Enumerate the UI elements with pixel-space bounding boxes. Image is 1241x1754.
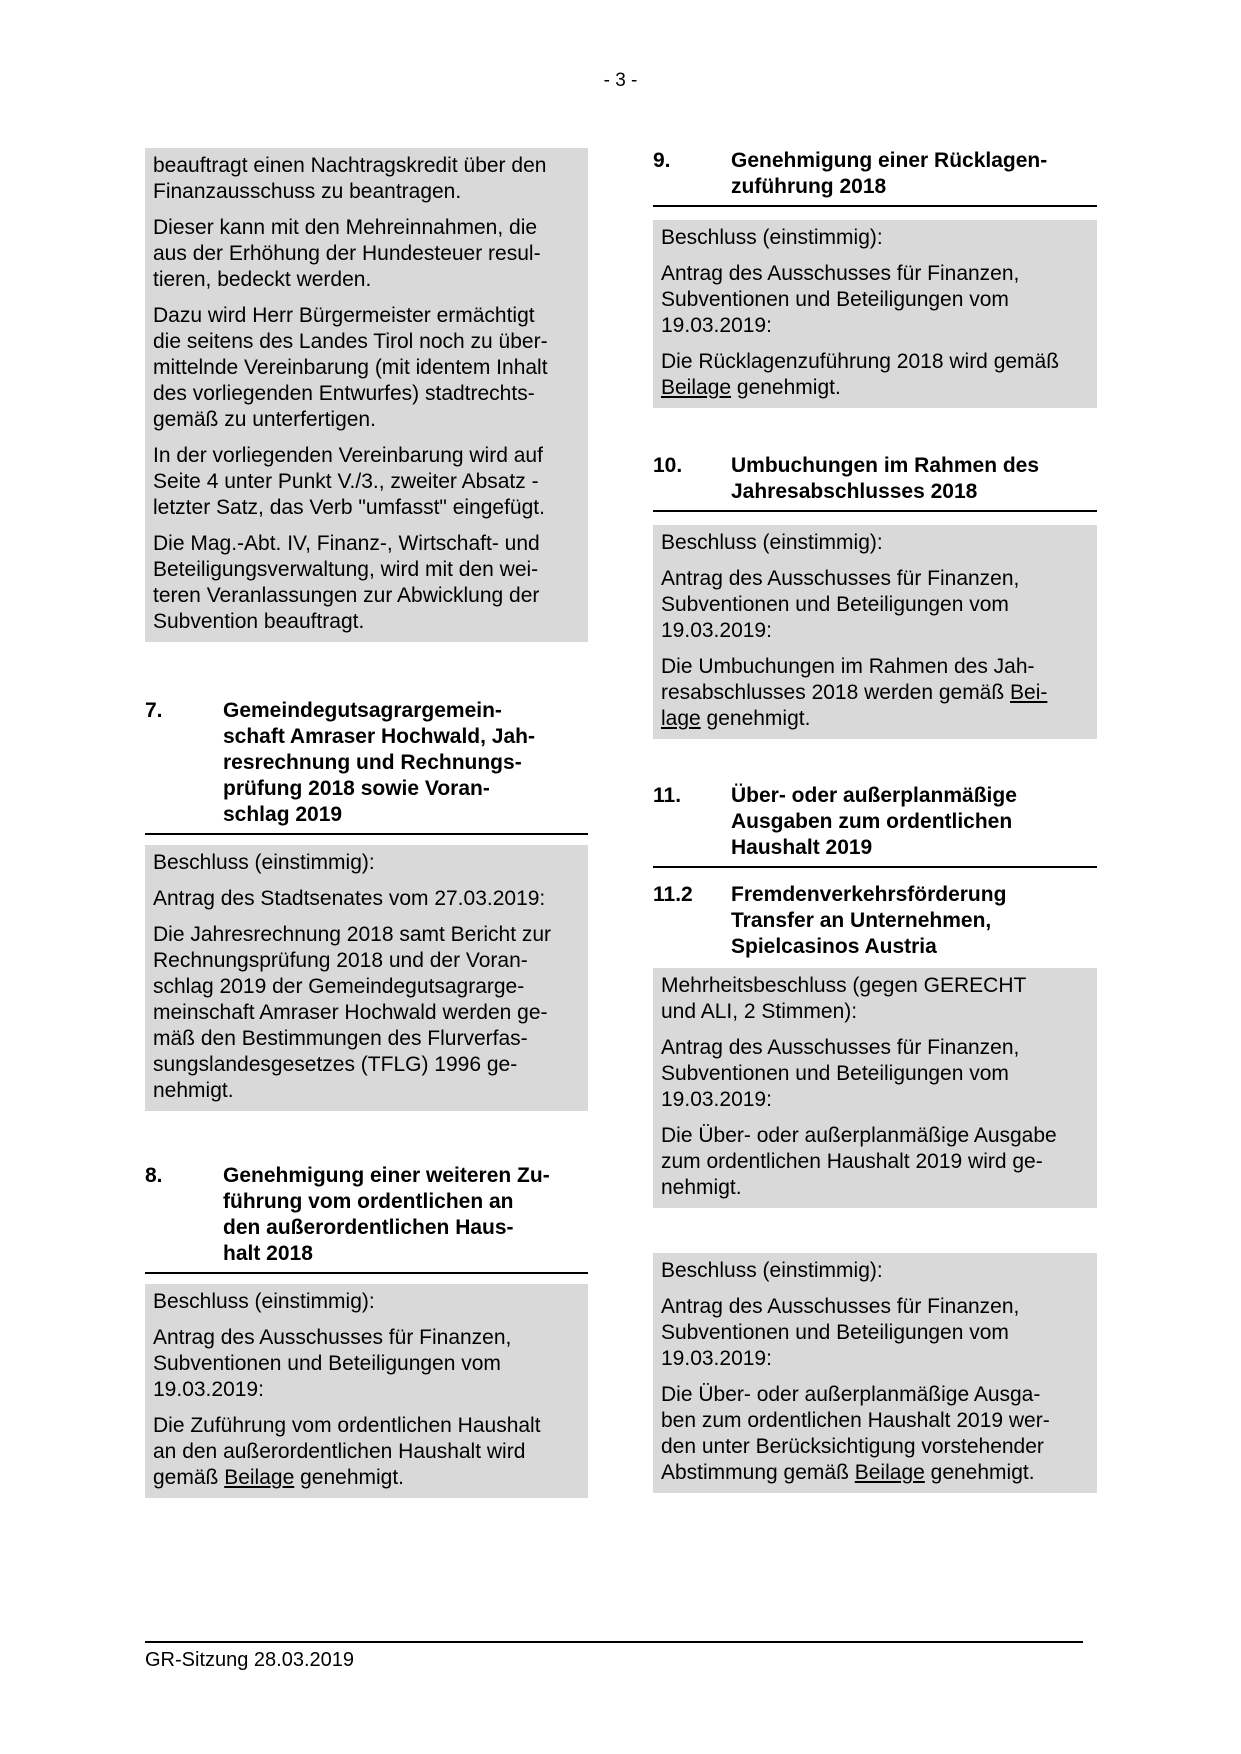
body-paragraph: Antrag des Ausschusses für Finanzen, Subventionen und Beteiligungen vom 19.03.2019:	[661, 1295, 1020, 1370]
body-paragraph: Die Umbuchungen im Rahmen des Jah- resabschlusses 2018 werden gemäß Bei- lage genehmigt.	[661, 655, 1048, 730]
column-left	[145, 148, 588, 1498]
section10-resolution-block	[653, 525, 1097, 739]
footer-text: GR-Sitzung 28.03.2019	[145, 1649, 355, 1671]
page-footer	[145, 1641, 1083, 1672]
body-paragraph: Beschluss (einstimmig):	[661, 226, 883, 249]
heading-number: 11.	[653, 784, 682, 807]
body-paragraph: Beschluss (einstimmig):	[153, 1290, 375, 1313]
section8-resolution-block	[145, 1284, 588, 1498]
section-heading-7	[145, 698, 588, 835]
body-paragraph: Mehrheitsbeschluss (gegen GERECHT und ALI, 2 Stimmen):	[661, 974, 1027, 1023]
heading-title: Genehmigung einer Rücklagen- zuführung 2018	[731, 149, 1048, 198]
column-right	[653, 148, 1097, 1493]
body-paragraph: Antrag des Ausschusses für Finanzen, Subventionen und Beteiligungen vom 19.03.2019:	[153, 1326, 512, 1401]
section11-2-unanimous-resolution-block	[653, 1253, 1097, 1493]
heading-number: 10.	[653, 454, 683, 477]
section11-2-majority-resolution-block	[653, 968, 1097, 1208]
body-paragraph: Die Jahresrechnung 2018 samt Bericht zur Rechnungsprüfung 2018 und der Voran- schlag 2019 der Gemeindegutsagrarge- meinschaft Amraser Hochwald werden ge- mäß den Bestimmungen des Flurverfas- sungslandesgesetzes (TFLG) 1996 ge- nehmigt.	[153, 923, 552, 1102]
section-heading-8	[145, 1163, 588, 1274]
body-paragraph: Antrag des Ausschusses für Finanzen, Subventionen und Beteiligungen vom 19.03.2019:	[661, 1036, 1020, 1111]
section9-resolution-block	[653, 220, 1097, 408]
heading-title: Über- oder außerplanmäßige Ausgaben zum ordentlichen Haushalt 2019	[731, 784, 1017, 859]
body-paragraph: Dieser kann mit den Mehreinnahmen, die aus der Erhöhung der Hundesteuer resul- tieren, bedeckt werden.	[153, 216, 541, 291]
page-number: - 3 -	[603, 70, 638, 91]
body-paragraph: Die Mag.-Abt. IV, Finanz-, Wirtschaft- und Beteiligungsverwaltung, wird mit den wei- teren Veranlassungen zur Abwicklung der Subvention beauftragt.	[153, 532, 540, 633]
heading-number: 9.	[653, 149, 671, 172]
heading-title: Genehmigung einer weiteren Zu- führung vom ordentlichen an den außerordentlichen Haus- halt 2018	[223, 1164, 550, 1265]
body-paragraph: Antrag des Ausschusses für Finanzen, Subventionen und Beteiligungen vom 19.03.2019:	[661, 567, 1020, 642]
body-paragraph: Beschluss (einstimmig):	[153, 851, 375, 874]
heading-title: Gemeindegutsagrargemein- schaft Amraser Hochwald, Jah- resrechnung und Rechnungs- prüfung 2018 sowie Voran- schlag 2019	[223, 699, 535, 826]
body-paragraph: Beschluss (einstimmig):	[661, 531, 883, 554]
body-paragraph: Antrag des Stadtsenates vom 27.03.2019:	[153, 887, 546, 910]
heading-title: Umbuchungen im Rahmen des Jahresabschlusses 2018	[731, 454, 1040, 503]
heading-number: 11.2	[653, 883, 693, 906]
carryover-resolution-block	[145, 148, 588, 642]
heading-number: 7.	[145, 699, 163, 722]
section-heading-10	[653, 453, 1097, 512]
heading-title: Fremdenverkehrsförderung Transfer an Unternehmen, Spielcasinos Austria	[731, 883, 1007, 958]
body-paragraph: beauftragt einen Nachtragskredit über den Finanzausschuss zu beantragen.	[153, 154, 547, 203]
section-heading-11-2	[653, 882, 1097, 960]
section-heading-9	[653, 148, 1097, 207]
body-paragraph: Die Über- oder außerplanmäßige Ausgabe zum ordentlichen Haushalt 2019 wird ge- nehmigt.	[661, 1124, 1057, 1199]
body-paragraph: Antrag des Ausschusses für Finanzen, Subventionen und Beteiligungen vom 19.03.2019:	[661, 262, 1020, 337]
section7-resolution-block	[145, 845, 588, 1111]
body-paragraph: Die Rücklagenzuführung 2018 wird gemäß Beilage genehmigt.	[661, 350, 1060, 399]
body-paragraph: Die Zuführung vom ordentlichen Haushalt an den außerordentlichen Haushalt wird gemäß Beilage genehmigt.	[153, 1414, 541, 1489]
body-paragraph: Die Über- oder außerplanmäßige Ausga- ben zum ordentlichen Haushalt 2019 wer- den unter Berücksichtigung vorstehender Abstimmung gemäß Beilage genehmigt.	[661, 1383, 1050, 1484]
section-heading-11	[653, 783, 1097, 868]
body-paragraph: Dazu wird Herr Bürgermeister ermächtigt die seitens des Landes Tirol noch zu über- mittelnde Vereinbarung (mit identem Inhalt des vorliegenden Entwurfes) stadtrechts- gemäß zu unterfertigen.	[153, 304, 548, 431]
heading-number: 8.	[145, 1164, 163, 1187]
body-paragraph: In der vorliegenden Vereinbarung wird auf Seite 4 unter Punkt V./3., zweiter Absatz - letzter Satz, das Verb "umfasst" eingefügt.	[153, 444, 545, 519]
body-paragraph: Beschluss (einstimmig):	[661, 1259, 883, 1282]
